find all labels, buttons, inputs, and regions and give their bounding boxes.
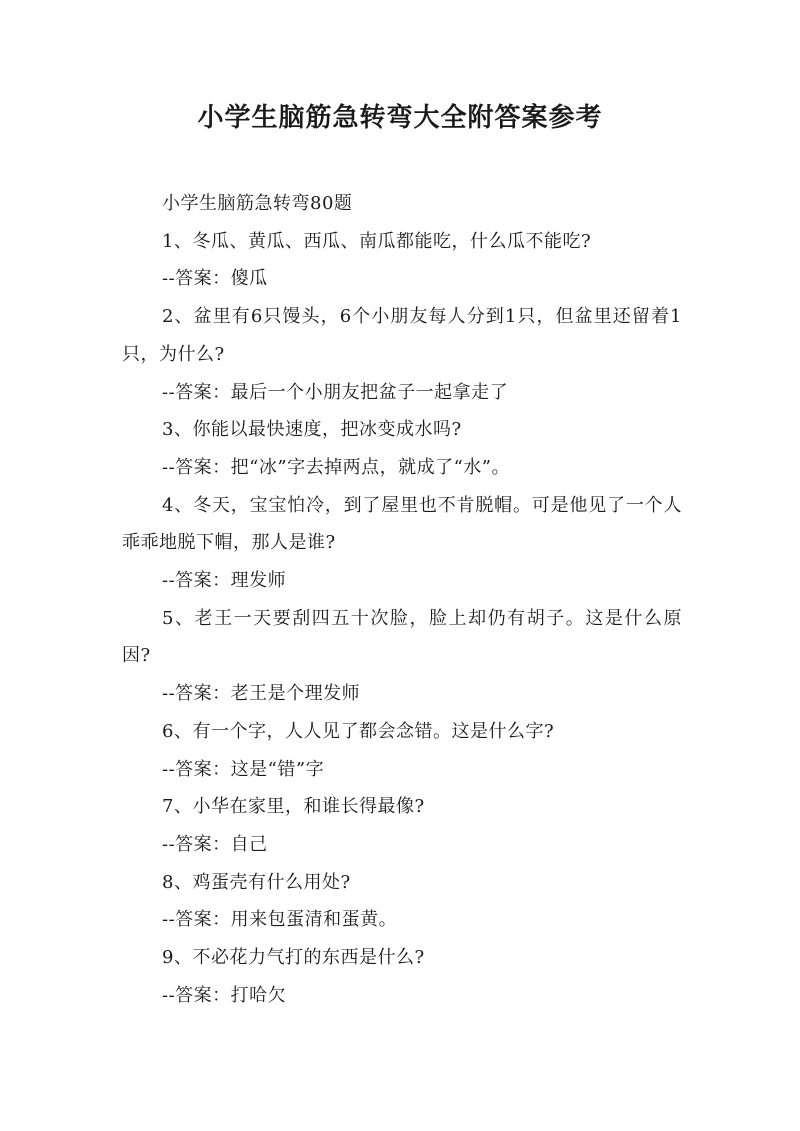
document-title: 小学生脑筋急转弯大全附答案参考 — [197, 103, 603, 133]
question-5: 5、老王一天要刮四五十次脸，脸上却仍有胡子。这是什么原因? — [122, 607, 682, 667]
question-9: 9、不必花力气打的东西是什么? — [162, 947, 425, 969]
question-4: 4、冬天，宝宝怕冷，到了屋里也不肯脱帽。可是他见了一个人乖乖地脱下帽，那人是谁? — [122, 494, 682, 554]
answer-9: --答案：打哈欠 — [162, 984, 287, 1006]
question-3: 3、你能以最快速度，把冰变成水吗? — [162, 419, 462, 441]
question-1: 1、冬瓜、黄瓜、西瓜、南瓜都能吃，什么瓜不能吃? — [162, 230, 592, 252]
intro-line: 小学生脑筋急转弯80题 — [162, 193, 353, 214]
question-8: 8、鸡蛋壳有什么用处? — [162, 871, 351, 893]
question-2: 2、盆里有6只馒头，6个小朋友每人分到1只，但盆里还留着1只，为什么? — [122, 306, 682, 365]
answer-1: --答案：傻瓜 — [162, 268, 268, 290]
answer-4: --答案：理发师 — [162, 570, 287, 592]
answer-5: --答案：老王是个理发师 — [162, 683, 361, 705]
question-6: 6、有一个字，人人见了都会念错。这是什么字? — [162, 720, 555, 742]
answer-7: --答案：自己 — [162, 833, 268, 855]
document-body — [122, 185, 682, 1014]
answer-2: --答案：最后一个小朋友把盆子一起拿走了 — [162, 381, 509, 403]
answer-3: --答案：把“冰”字去掉两点，就成了“水”。 — [162, 456, 510, 478]
answer-8: --答案：用来包蛋清和蛋黄。 — [162, 909, 398, 931]
question-7: 7、小华在家里，和谁长得最像? — [162, 796, 425, 818]
answer-6: --答案：这是“错”字 — [162, 758, 325, 780]
